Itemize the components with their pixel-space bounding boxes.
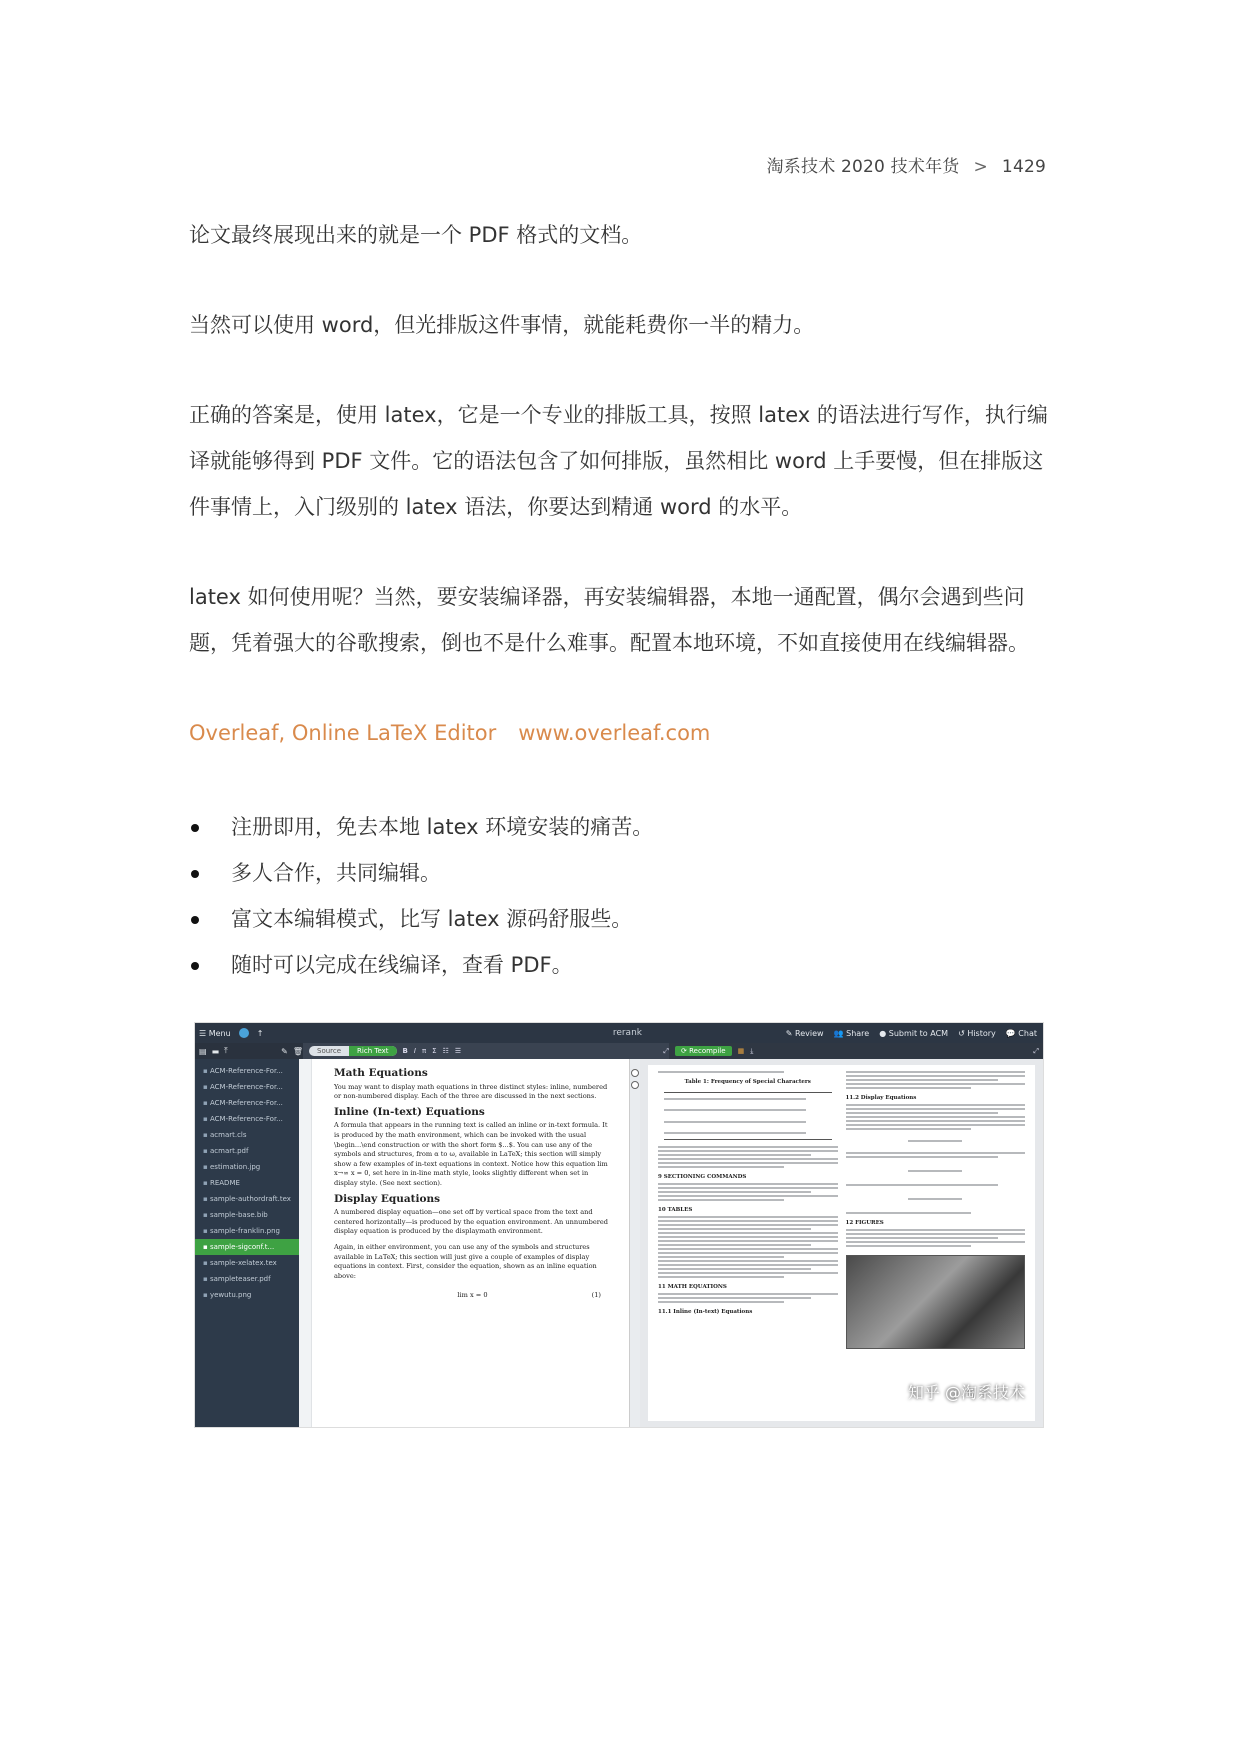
rename-icon[interactable]: ✎ (281, 1046, 288, 1056)
review-button[interactable]: ✎ Review (785, 1028, 824, 1038)
file-tree-item[interactable]: ▪ sample-base.bib (195, 1207, 299, 1223)
list-item: 随时可以完成在线编译，查看 PDF。 (189, 942, 1059, 988)
file-tree-item[interactable]: ▪ ACM-Reference-For... (195, 1111, 299, 1127)
new-file-icon[interactable]: ▤ (199, 1046, 207, 1056)
overleaf-screenshot (194, 1022, 1044, 1428)
expand-icon[interactable]: ⤢ (663, 1046, 669, 1055)
page-header (767, 152, 1046, 177)
overleaf-topbar (195, 1023, 1043, 1043)
submit-button[interactable]: ● Submit to ACM (879, 1028, 949, 1038)
equation-number: (1) (591, 1291, 601, 1300)
file-tree-item[interactable]: ▪ acmart.pdf (195, 1143, 299, 1159)
menu-button[interactable]: ☰ Menu (199, 1028, 231, 1038)
pane-divider[interactable] (630, 1059, 640, 1427)
rich-text-mode-button[interactable]: Rich Text (349, 1046, 396, 1056)
pdf-table-caption: Table 1: Frequency of Special Characters (684, 1079, 811, 1085)
delete-icon[interactable]: 🗑 (292, 1046, 303, 1056)
history-button[interactable]: ↺ History (958, 1028, 996, 1038)
article-body (189, 212, 1059, 988)
editor-paragraph: You may want to display math equations in three distinct styles: inline, numbered or non-numbered display. Each of the three are discussed in the next sections. (334, 1082, 608, 1101)
share-button[interactable]: 👥 Share (833, 1028, 870, 1038)
editor-equation: lim x = 0 (1) (457, 1291, 601, 1300)
refresh-icon: ⟳ (681, 1047, 687, 1055)
submit-icon: ● (879, 1028, 887, 1038)
file-tree-item[interactable]: ▪ README (195, 1175, 299, 1191)
list-item: 注册即用，免去本地 latex 环境安装的痛苦。 (189, 804, 1059, 850)
zhihu-watermark: 知乎 @淘系技术 (907, 1383, 1025, 1402)
file-tree (195, 1059, 299, 1427)
recompile-button[interactable]: ⟳ Recompile (675, 1046, 732, 1056)
file-tree-item[interactable]: ▪ sample-xelatex.tex (195, 1255, 299, 1271)
pdf-column-right (846, 1071, 1026, 1415)
file-tree-item[interactable]: ▪ yewutu.png (195, 1287, 299, 1303)
paragraph-1: 论文最终展现出来的就是一个 PDF 格式的文档。 (189, 223, 643, 247)
rich-text-editor[interactable] (312, 1059, 630, 1427)
bold-button[interactable]: B (402, 1047, 408, 1055)
file-tree-item[interactable]: ▪ sample-franklin.png (195, 1223, 299, 1239)
share-icon: 👥 (833, 1028, 844, 1038)
file-tree-item[interactable]: ▪ ACM-Reference-For... (195, 1095, 299, 1111)
editor-heading-math: Math Equations (334, 1067, 428, 1079)
pdf-section-heading: 11.1 Inline (In-text) Equations (658, 1309, 753, 1315)
overleaf-toolbar (195, 1043, 1043, 1059)
sync-to-pdf-icon[interactable] (631, 1069, 639, 1077)
pdf-preview[interactable] (640, 1059, 1043, 1427)
new-folder-icon[interactable]: ▬ (211, 1046, 220, 1056)
expand-pdf-icon[interactable]: ⤢ (1033, 1046, 1039, 1055)
inline-math-button[interactable]: π (421, 1047, 427, 1055)
chat-icon: 💬 (1005, 1028, 1016, 1038)
page-number: 1429 (1001, 157, 1046, 177)
editor-heading-display: Display Equations (334, 1192, 441, 1205)
history-icon: ↺ (958, 1028, 965, 1038)
editor-panes (195, 1059, 1043, 1427)
italic-button[interactable]: I (413, 1047, 416, 1055)
paragraph-4: latex 如何使用呢？当然，要安装编译器，再安装编辑器，本地一通配置，偶尔会遇到些问题，凭着强大的谷歌搜索，倒也不是什么难事。配置本地环境，不如直接使用在线编辑器。 (189, 585, 1029, 655)
overleaf-logo-icon (239, 1028, 249, 1038)
editor-paragraph: A numbered display equation—one set off by vertical space from the text and centered horizontally—is produced by the equation environment. An unnumbered display equation is produced by the displaymath environment. (334, 1208, 609, 1236)
upload-icon[interactable]: ↑ (256, 1028, 264, 1038)
menu-icon: ☰ (199, 1028, 207, 1038)
pdf-section-heading: 11 MATH EQUATIONS (658, 1284, 727, 1290)
file-tree-item[interactable]: ▪ sampleteaser.pdf (195, 1271, 299, 1287)
overleaf-link-line (189, 710, 1059, 756)
editor-heading-inline: Inline (In-text) Equations (334, 1105, 485, 1118)
download-pdf-icon[interactable]: ⤓ (750, 1046, 754, 1055)
header-separator: > (973, 157, 988, 177)
source-mode-button[interactable]: Source (317, 1047, 342, 1055)
list-item: 多人合作，共同编辑。 (189, 850, 1059, 896)
numbered-list-icon[interactable]: ☷ (442, 1047, 449, 1055)
chat-button[interactable]: 💬 Chat (1005, 1028, 1037, 1038)
list-item: 富文本编辑模式，比写 latex 源码舒服些。 (189, 896, 1059, 942)
file-tree-item[interactable]: ▪ acmart.cls (195, 1127, 299, 1143)
upload-file-icon[interactable]: ⤒ (224, 1046, 228, 1055)
pdf-section-heading: 11.2 Display Equations (845, 1095, 917, 1101)
editor-mode-toggle (309, 1046, 397, 1056)
bullet-list-icon[interactable]: ☰ (454, 1047, 462, 1055)
pdf-page (648, 1065, 1035, 1421)
editor-paragraph: A formula that appears in the running text is called an inline or in-text formula. It is produced by the math environment, which can be invoked with the usual \begin...\end construction or with the short form $...$. You can use any of the symbols and structures, from α to ω, available in LaTeX; this section will simply show a few examples of in-text equations in context. Notice how this equation lim x→∞ x = 0, set here in in-line math style, looks slightly different when set in display style. (See next section). (334, 1121, 608, 1187)
pdf-figure-photo (846, 1255, 1026, 1349)
feature-list (189, 804, 1059, 988)
pdf-column-left (658, 1071, 838, 1415)
project-title: rerank (612, 1028, 642, 1038)
line-number-gutter (299, 1059, 312, 1427)
pdf-section-heading: 10 TABLES (658, 1207, 693, 1213)
file-tree-item[interactable]: ▪ ACM-Reference-For... (195, 1079, 299, 1095)
display-math-button[interactable]: Σ (432, 1047, 437, 1055)
pdf-section-heading: 9 SECTIONING COMMANDS (658, 1174, 747, 1180)
paragraph-3: 正确的答案是，使用 latex，它是一个专业的排版工具，按照 latex 的语法进行写作，执行编译就能够得到 PDF 文件。它的语法包含了如何排版，虽然相比 word 上手要慢，但在排版这件事情上，入门级别的 latex 语法，你要达到精通 word 的水平。 (189, 403, 1048, 519)
overleaf-name: Overleaf, Online LaTeX Editor (189, 721, 497, 745)
file-tree-item[interactable]: ▪ ACM-Reference-For... (195, 1063, 299, 1079)
file-tree-item[interactable]: ▪ sample-authordraft.tex (195, 1191, 299, 1207)
overleaf-url-link[interactable]: www.overleaf.com (518, 721, 711, 745)
paragraph-2: 当然可以使用 word，但光排版这件事情，就能耗费你一半的精力。 (189, 313, 815, 337)
pdf-section-heading: 12 FIGURES (845, 1220, 884, 1226)
header-title: 淘系技术 2020 技术年货 (766, 157, 960, 177)
editor-paragraph: Again, in either environment, you can use any of the symbols and structures available in LaTeX; this section will just give a couple of examples of display equations in context. First, consider the equation, shown as an inline equation above: (334, 1242, 597, 1280)
review-icon: ✎ (785, 1028, 793, 1038)
logs-icon[interactable]: ▦ (737, 1047, 745, 1055)
file-tree-item[interactable]: ▪ estimation.jpg (195, 1159, 299, 1175)
file-tree-item-active[interactable]: ▪ sample-sigconf.t... (195, 1239, 299, 1255)
sync-to-code-icon[interactable] (631, 1081, 639, 1089)
